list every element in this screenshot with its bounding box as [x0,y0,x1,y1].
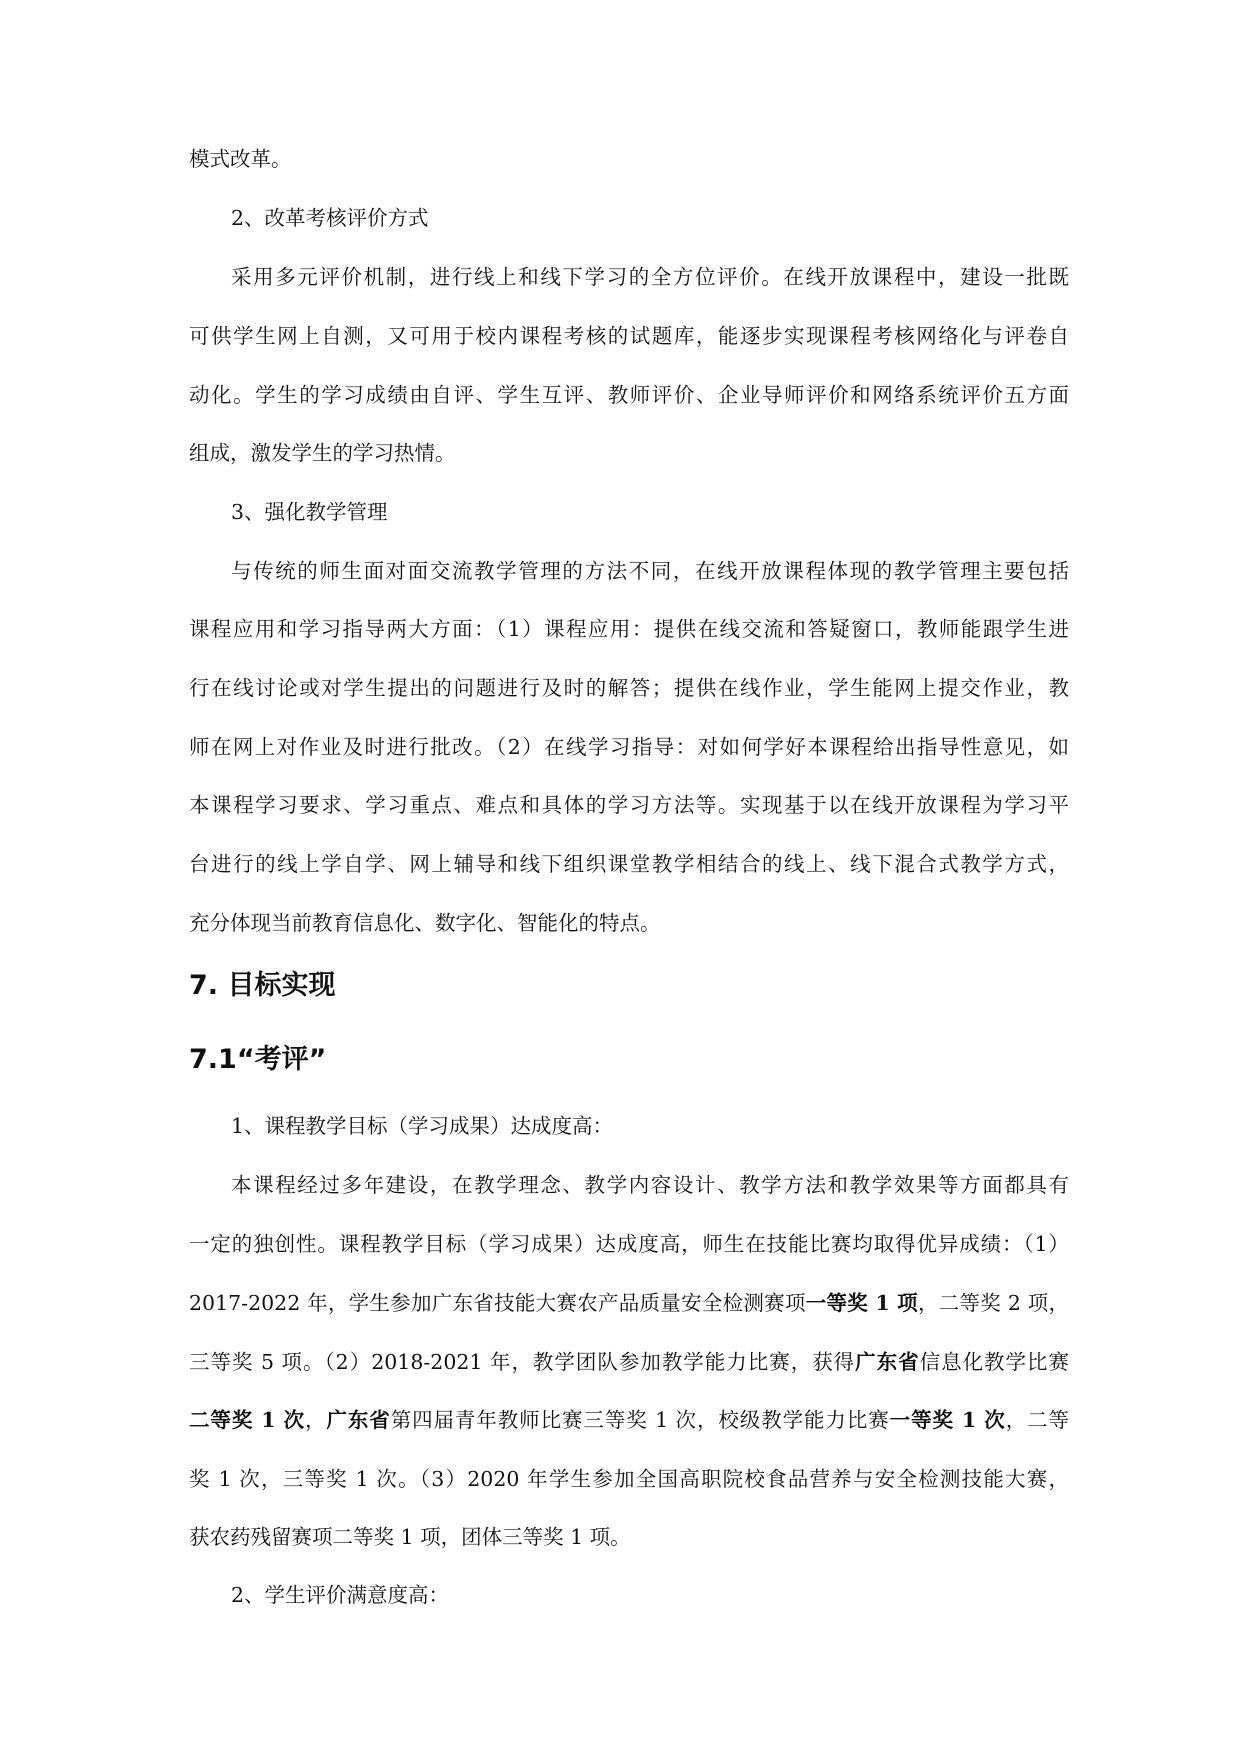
paragraph-line: 与传统的师生面对面交流教学管理的方法不同，在线开放课程体现的教学管理主要包括 [231,559,1069,583]
paragraph-line: 奖 1 次，三等奖 1 次。（3）2020 年学生参加全国高职院校食品营养与安全检测技能大赛， [189,1467,1069,1491]
paragraph-line: 组成，激发学生的学习热情。 [189,441,456,465]
item-heading-student-satisfaction: 2、学生评价满意度高： [231,1583,450,1607]
section-heading-goal-achievement: 7. 目标实现 [189,970,336,1001]
paragraph-line: 采用多元评价机制，进行线上和线下学习的全方位评价。在线开放课程中，建设一批既 [231,265,1069,289]
text-run: 第四届青年教师比赛三等奖 1 次，校级教学能力比赛 [390,1408,890,1432]
bold-award: 二等奖 1 次 [189,1408,306,1432]
bold-province: 广东省 [855,1350,920,1374]
paragraph-line-awards [189,1347,1069,1377]
paragraph-line: 一定的独创性。课程教学目标（学习成果）达成度高，师生在技能比赛均取得优异成绩：（1） [189,1232,1069,1256]
paragraph-line-awards [189,1405,1069,1435]
text-run: 信息化教学比赛 [919,1350,1070,1374]
paragraph-line-awards [189,1288,1069,1318]
text-run: ，二等 [1005,1408,1070,1432]
text-run: ，二等奖 2 项， [917,1291,1069,1315]
paragraph-line: 台进行的线上学自学、网上辅导和线下组织课堂教学相结合的线上、线下混合式教学方式， [189,852,1069,876]
bold-province: 广东省 [326,1408,391,1432]
paragraph-line: 可供学生网上自测，又可用于校内课程考核的试题库，能逐步实现课程考核网络化与评卷自 [189,324,1069,348]
item-heading-course-goal: 1、课程教学目标（学习成果）达成度高： [231,1114,614,1138]
paragraph-line: 本课程学习要求、学习重点、难点和具体的学习方法等。实现基于以在线开放课程为学习平 [189,793,1069,817]
subheading-teaching-management: 3、强化教学管理 [231,500,388,524]
paragraph-line: 动化。学生的学习成绩由自评、学生互评、教师评价、企业导师评价和网络系统评价五方面 [189,383,1069,407]
text-run: 2017-2022 年，学生参加广东省技能大赛农产品质量安全检测赛项 [189,1291,806,1315]
text-run: 三等奖 5 项。（2）2018-2021 年，教学团队参加教学能力比赛，获得 [189,1350,856,1374]
paragraph-line: 模式改革。 [189,147,292,171]
bold-award: 一等奖 1 次 [889,1408,1006,1432]
text-run: ， [305,1408,327,1432]
paragraph-line: 本课程经过多年建设，在教学理念、教学内容设计、教学方法和教学效果等方面都具有 [231,1173,1069,1197]
paragraph-line: 获农药残留赛项二等奖 1 项，团体三等奖 1 项。 [189,1525,631,1549]
paragraph-line: 充分体现当前教育信息化、数字化、智能化的特点。 [189,911,661,935]
paragraph-line: 课程应用和学习指导两大方面：（1）课程应用：提供在线交流和答疑窗口，教师能跟学生进 [189,617,1069,641]
bold-award: 一等奖 1 项 [805,1291,918,1315]
subheading-assessment-reform: 2、改革考核评价方式 [231,206,429,230]
paragraph-line: 师在网上对作业及时进行批改。（2）在线学习指导：对如何学好本课程给出指导性意见，如 [189,735,1069,759]
section-heading-evaluation: 7.1“考评” [189,1044,327,1075]
paragraph-line: 行在线讨论或对学生提出的问题进行及时的解答；提供在线作业，学生能网上提交作业，教 [189,676,1069,700]
